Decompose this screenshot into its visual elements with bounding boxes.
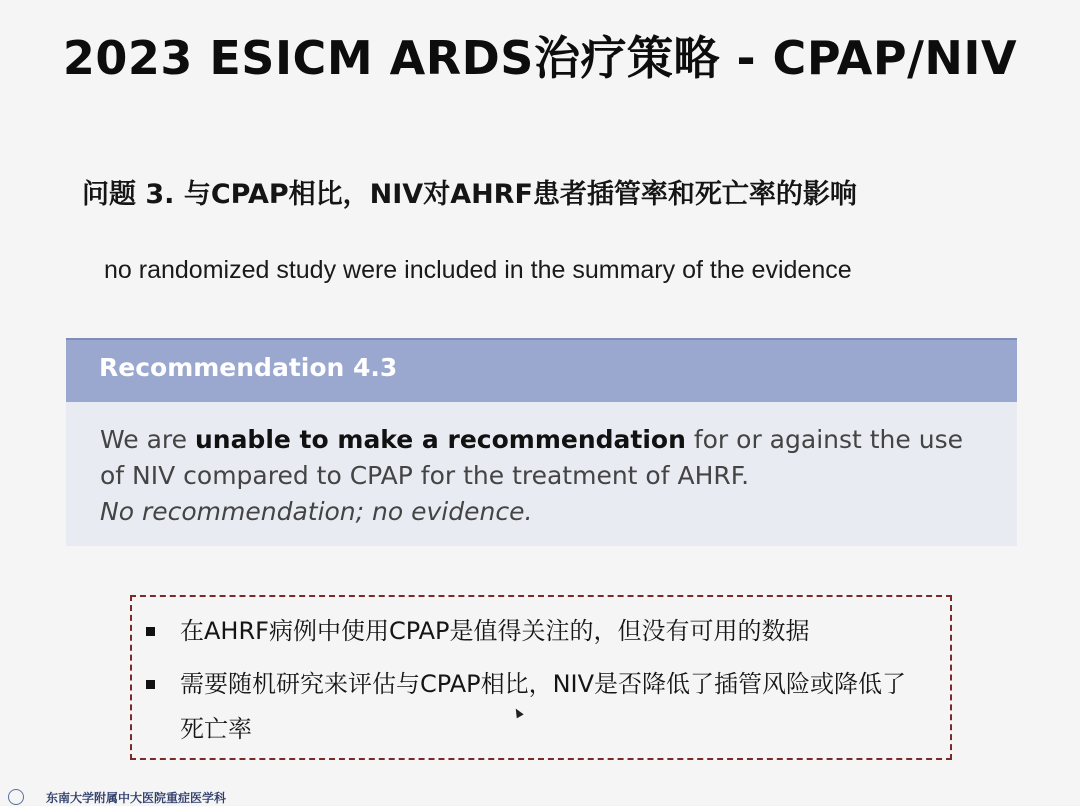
recommendation-box <box>66 338 1017 546</box>
question-heading: 问题 3. 与CPAP相比，NIV对AHRF患者插管率和死亡率的影响 <box>82 179 857 210</box>
recommendation-text-bold: unable to make a recommendation <box>194 425 686 454</box>
recommendation-title: Recommendation 4.3 <box>99 353 398 382</box>
recommendation-header <box>66 338 1017 402</box>
footer <box>0 787 320 805</box>
recommendation-text-prefix: We are <box>100 425 195 454</box>
evidence-note: no randomized study were included in the summary of the evidence <box>104 256 852 284</box>
bullet-text: 在AHRF病例中使用CPAP是值得关注的，但没有可用的数据 <box>180 617 810 645</box>
recommendation-body <box>100 422 980 530</box>
bullet-square-icon <box>146 680 155 689</box>
list-item <box>146 609 926 654</box>
notes-box <box>130 595 952 760</box>
slide-title: 2023 ESICM ARDS治疗策略 - CPAP/NIV <box>62 31 1018 85</box>
recommendation-text-suffix: for or against the use of NIV compared to CPAP for the treatment of AHRF. <box>100 425 963 490</box>
list-item <box>146 662 926 752</box>
bullet-text: 需要随机研究来评估与CPAP相比，NIV是否降低了插管风险或降低了死亡率 <box>180 670 907 743</box>
hospital-logo-icon <box>8 789 24 805</box>
bullet-square-icon <box>146 627 155 636</box>
recommendation-grade: No recommendation; no evidence. <box>100 497 533 526</box>
footer-institution: 东南大学附属中大医院重症医学科 <box>46 791 227 805</box>
